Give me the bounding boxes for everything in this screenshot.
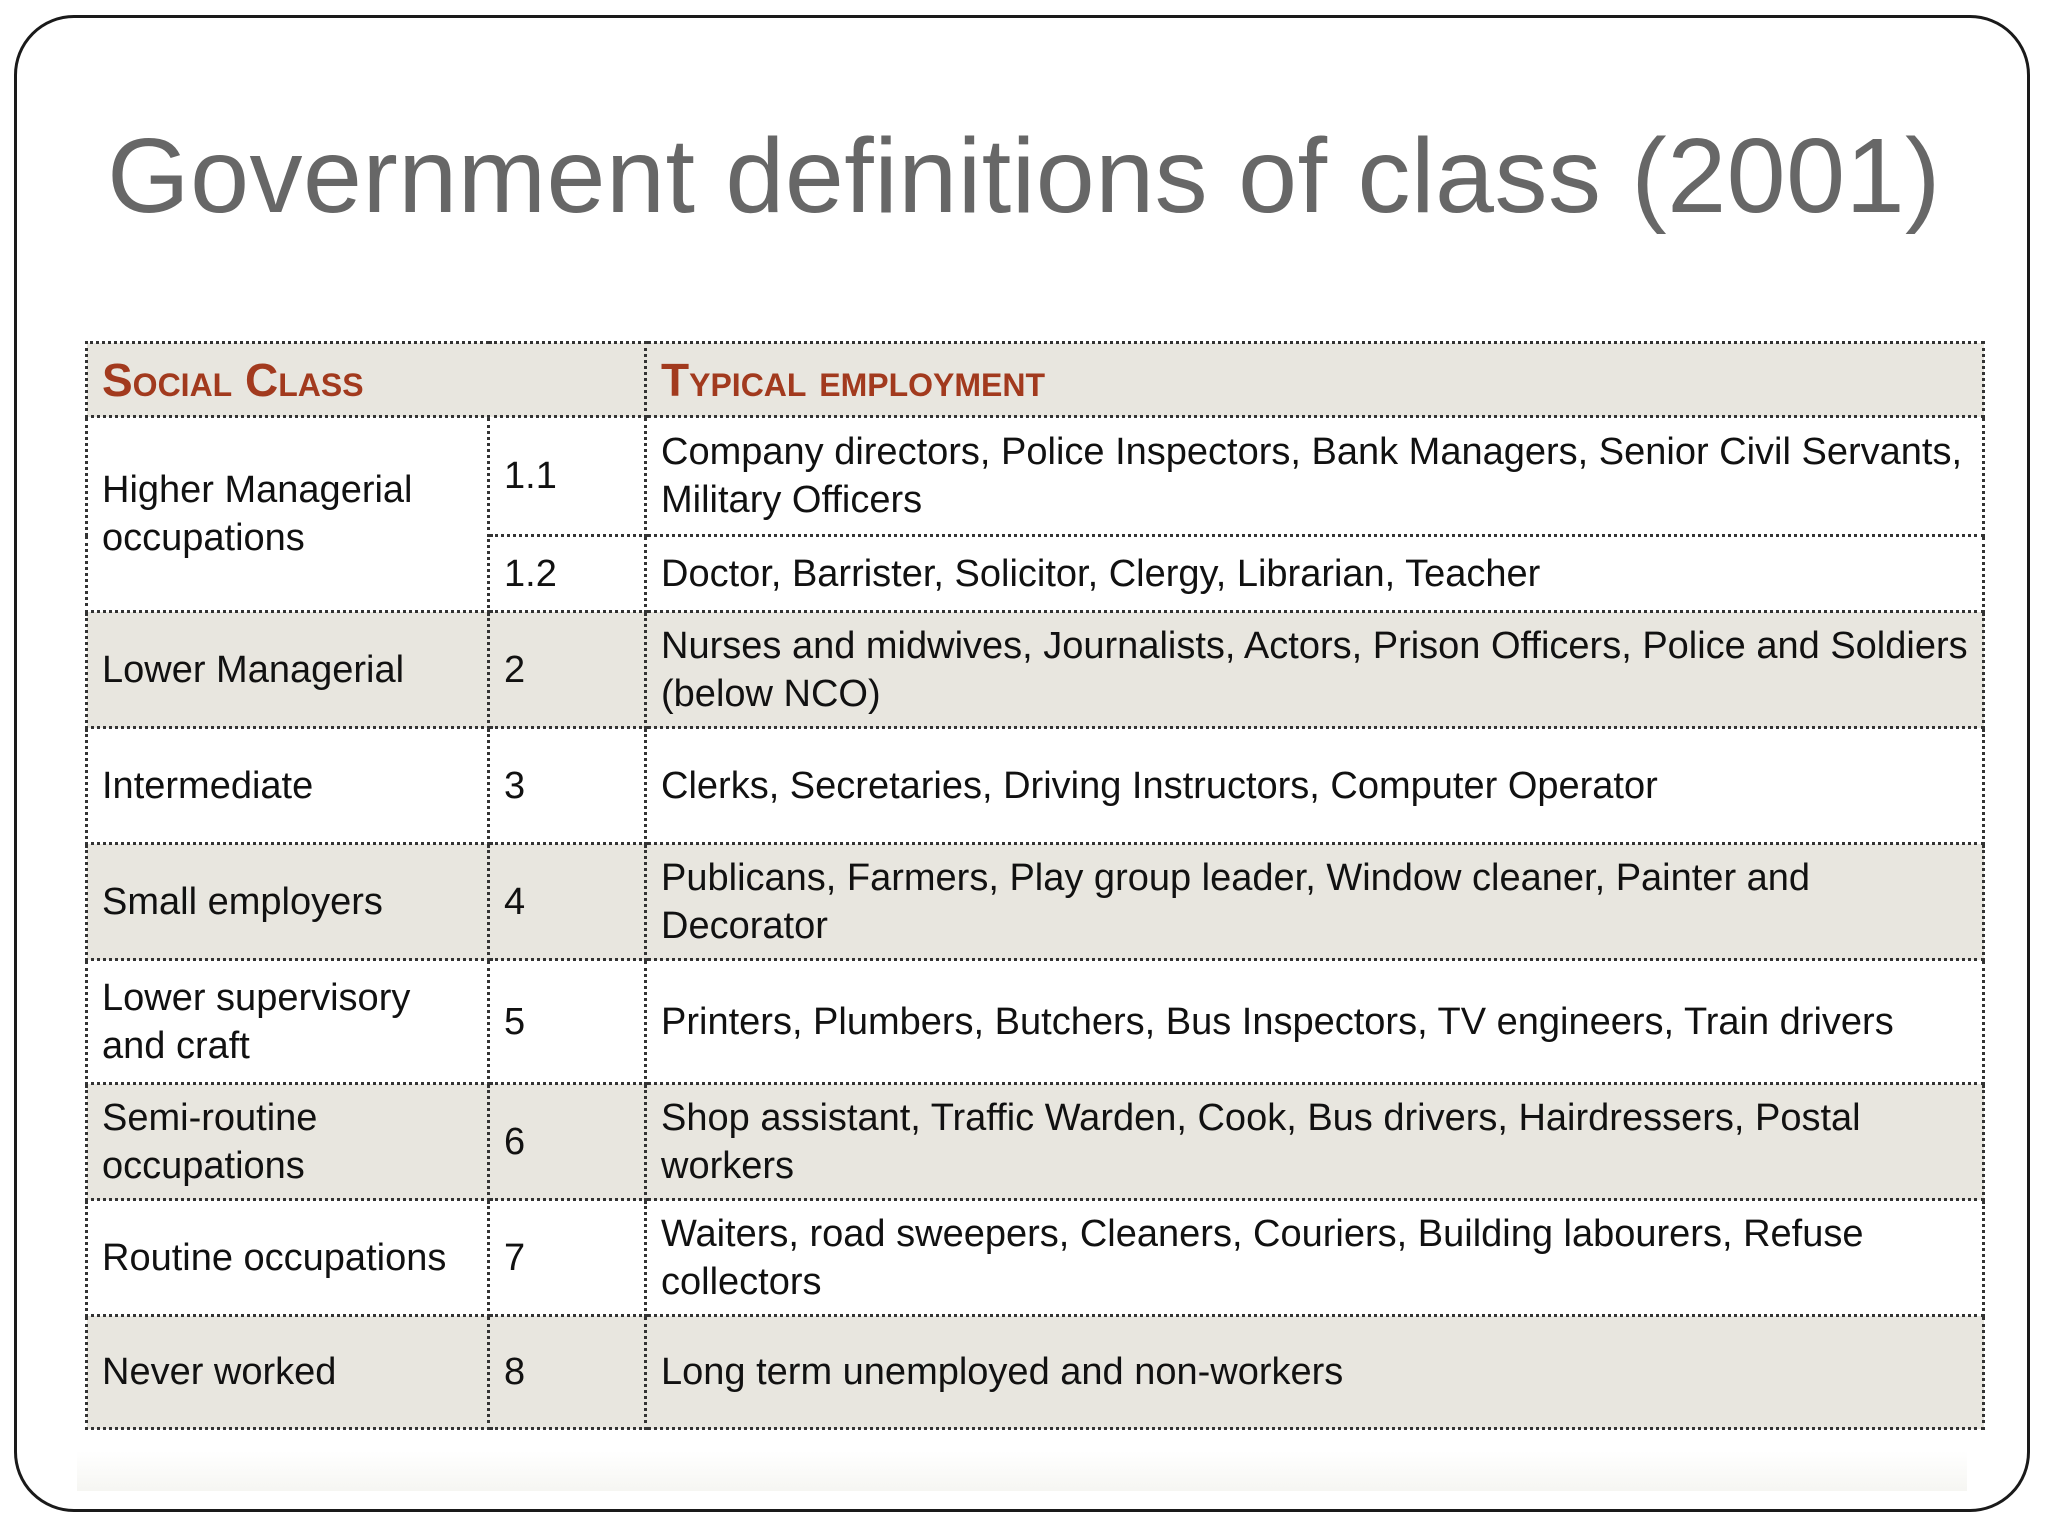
employment-cell: Clerks, Secretaries, Driving Instructors, Computer Operator — [646, 728, 1984, 844]
table-row — [87, 960, 1984, 1084]
class-code-cell: 1.2 — [489, 536, 646, 612]
table-row — [87, 1316, 1984, 1429]
table-row — [87, 1084, 1984, 1200]
class-code-cell: 5 — [489, 960, 646, 1084]
table-row — [87, 844, 1984, 960]
employment-cell: Long term unemployed and non-workers — [646, 1316, 1984, 1429]
class-name-cell: Semi-routine occupations — [87, 1084, 489, 1200]
employment-cell: Publicans, Farmers, Play group leader, Window cleaner, Painter and Decorator — [646, 844, 1984, 960]
class-code-cell: 6 — [489, 1084, 646, 1200]
class-code-cell: 1.1 — [489, 417, 646, 536]
class-name-cell: Routine occupations — [87, 1200, 489, 1316]
employment-cell: Doctor, Barrister, Solicitor, Clergy, Librarian, Teacher — [646, 536, 1984, 612]
employment-cell: Shop assistant, Traffic Warden, Cook, Bus drivers, Hairdressers, Postal workers — [646, 1084, 1984, 1200]
table-row — [87, 728, 1984, 844]
class-code-cell: 3 — [489, 728, 646, 844]
employment-cell: Company directors, Police Inspectors, Bank Managers, Senior Civil Servants, Military Officers — [646, 417, 1984, 536]
header-social-class: Social Class — [87, 343, 646, 417]
table-row — [87, 612, 1984, 728]
class-code-cell: 4 — [489, 844, 646, 960]
class-definitions-table — [85, 341, 1985, 1430]
table-row — [87, 417, 1984, 536]
class-name-cell: Small employers — [87, 844, 489, 960]
table-header-row — [87, 343, 1984, 417]
employment-cell: Waiters, road sweepers, Cleaners, Couriers, Building labourers, Refuse collectors — [646, 1200, 1984, 1316]
header-typical-employment: Typical employment — [646, 343, 1984, 417]
class-name-cell: Lower supervisory and craft — [87, 960, 489, 1084]
class-name-cell: Intermediate — [87, 728, 489, 844]
employment-cell: Printers, Plumbers, Butchers, Bus Inspectors, TV engineers, Train drivers — [646, 960, 1984, 1084]
class-code-cell: 8 — [489, 1316, 646, 1429]
class-code-cell: 2 — [489, 612, 646, 728]
table-row — [87, 1200, 1984, 1316]
employment-cell: Nurses and midwives, Journalists, Actors, Prison Officers, Police and Soldiers (below NCO) — [646, 612, 1984, 728]
slide-title: Government definitions of class (2001) — [107, 117, 1941, 235]
class-code-cell: 7 — [489, 1200, 646, 1316]
class-name-cell: Lower Managerial — [87, 612, 489, 728]
class-name-cell: Higher Managerial occupations — [87, 417, 489, 612]
class-name-cell: Never worked — [87, 1316, 489, 1429]
